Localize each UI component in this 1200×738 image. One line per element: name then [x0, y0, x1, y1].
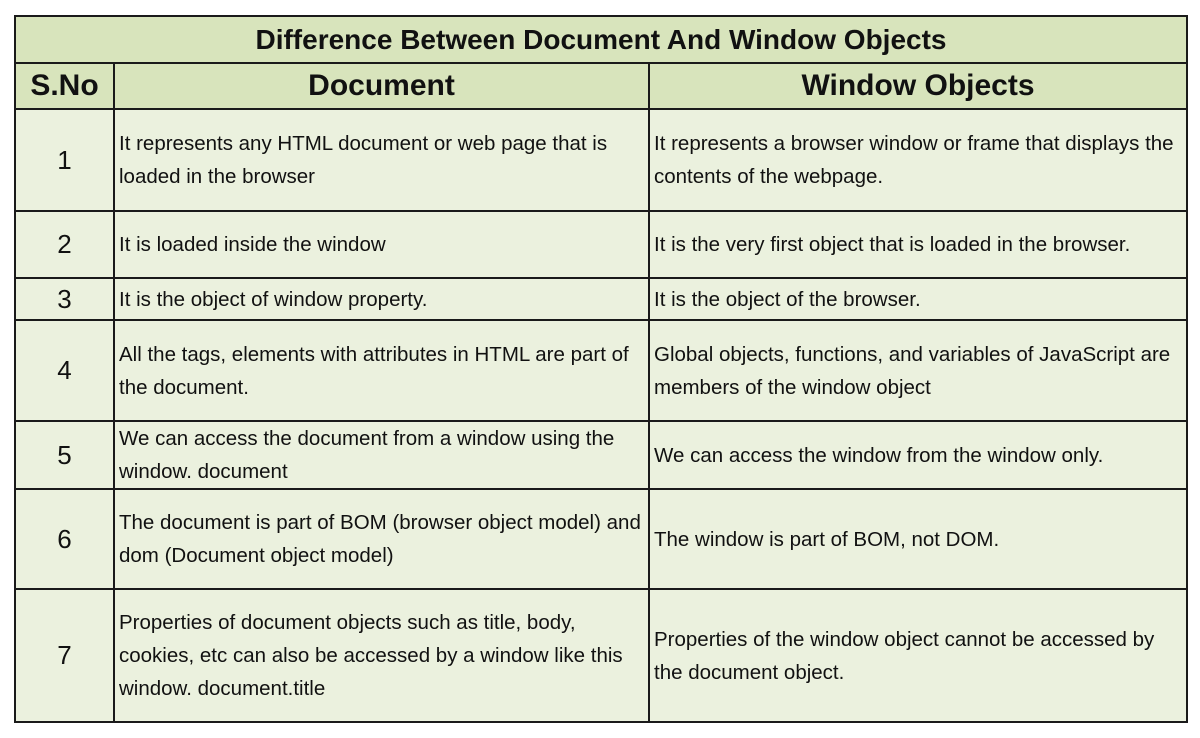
- document-cell: It is the object of window property.: [114, 278, 649, 320]
- document-cell: It is loaded inside the window: [114, 211, 649, 278]
- table-title: Difference Between Document And Window Objects: [15, 16, 1187, 63]
- row-number: 6: [15, 489, 114, 589]
- table-row: [15, 589, 1187, 722]
- header-document: Document: [114, 63, 649, 109]
- table-row: [15, 320, 1187, 421]
- comparison-table: [14, 15, 1188, 723]
- table-row: [15, 109, 1187, 211]
- document-cell: We can access the document from a window using the window. document: [114, 421, 649, 489]
- window-cell: It is the object of the browser.: [649, 278, 1187, 320]
- header-sno: S.No: [15, 63, 114, 109]
- row-number: 7: [15, 589, 114, 722]
- document-cell: All the tags, elements with attributes in HTML are part of the document.: [114, 320, 649, 421]
- table-row: [15, 278, 1187, 320]
- window-cell: It is the very first object that is loaded in the browser.: [649, 211, 1187, 278]
- row-number: 4: [15, 320, 114, 421]
- table-row: [15, 489, 1187, 589]
- row-number: 3: [15, 278, 114, 320]
- row-number: 5: [15, 421, 114, 489]
- document-cell: Properties of document objects such as title, body, cookies, etc can also be accessed by a window like this window. document.title: [114, 589, 649, 722]
- window-cell: Properties of the window object cannot be accessed by the document object.: [649, 589, 1187, 722]
- header-window: Window Objects: [649, 63, 1187, 109]
- window-cell: It represents a browser window or frame that displays the contents of the webpage.: [649, 109, 1187, 211]
- row-number: 2: [15, 211, 114, 278]
- document-cell: The document is part of BOM (browser object model) and dom (Document object model): [114, 489, 649, 589]
- document-cell: It represents any HTML document or web page that is loaded in the browser: [114, 109, 649, 211]
- table-row: [15, 211, 1187, 278]
- window-cell: Global objects, functions, and variables of JavaScript are members of the window object: [649, 320, 1187, 421]
- row-number: 1: [15, 109, 114, 211]
- table-row: [15, 421, 1187, 489]
- window-cell: We can access the window from the window only.: [649, 421, 1187, 489]
- window-cell: The window is part of BOM, not DOM.: [649, 489, 1187, 589]
